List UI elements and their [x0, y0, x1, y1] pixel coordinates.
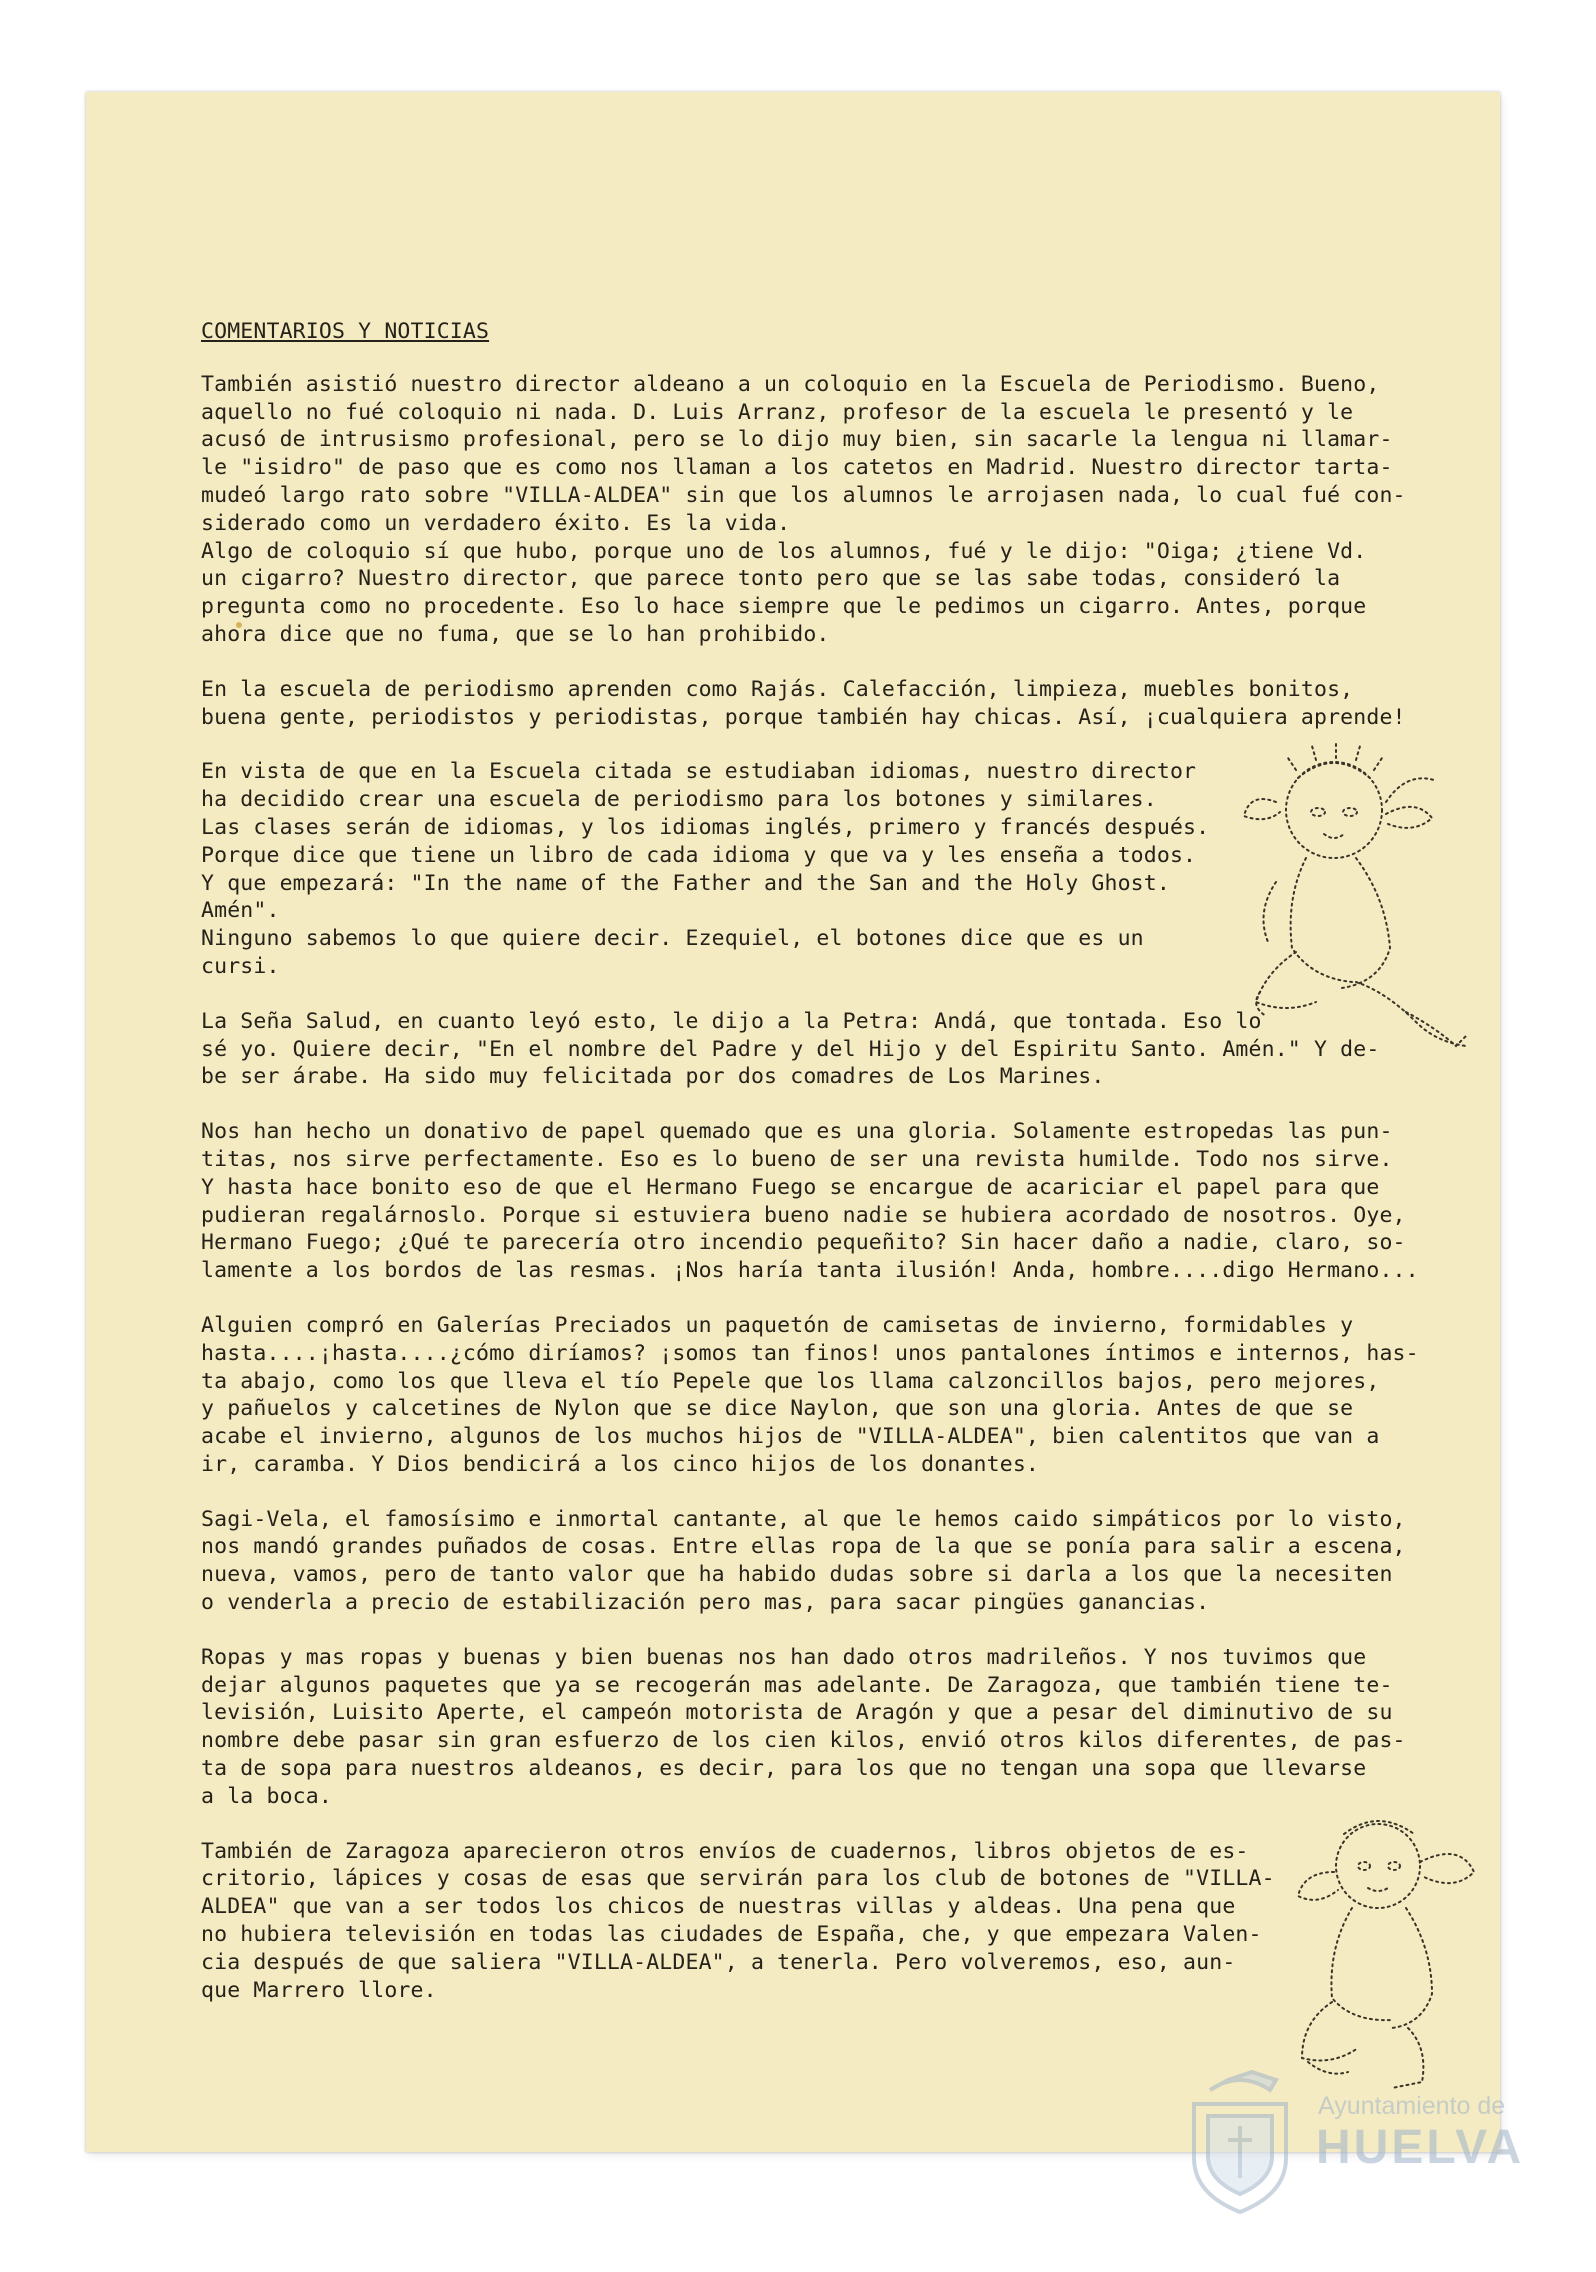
paper-sheet — [86, 92, 1500, 2152]
paragraph: También de Zaragoza aparecieron otros envíos de cuadernos, libros objetos de es- critorio, lápices y cosas de esas que servirán para los club de botones de "VILLA- ALDEA" que van a ser todos los chicos de nuestras villas y aldeas. Una pena que no hubiera televisión en todas las ciudades de España, che, y que empezara Valen- cia después de que saliera "VILLA-ALDEA", a tenerla. Pero volveremos, eso, aun- que Marrero llore. — [201, 1838, 1275, 2003]
paragraph: Sagi-Vela, el famosísimo e inmortal cantante, al que le hemos caido simpáticos por lo visto, nos mandó grandes puñados de cosas. Entre ellas ropa de la que se ponía para salir a escena, nueva, vamos, pero de tanto valor que ha habido dudas sobre si darla a los que la necesiten o venderla a precio de estabilización pero mas, para sacar pingües ganancias. — [201, 1506, 1406, 1616]
typed-document — [201, 318, 1491, 2004]
watermark-line-1: Ayuntamiento de — [1318, 2092, 1506, 2120]
paragraph: En vista de que en la Escuela citada se estudiaban idiomas, nuestro director ha decidido crear una escuela de periodismo para los botones y similares. Las clases serán de idiomas, y los idiomas inglés, primero y francés después. Porque dice que tiene un libro de cada idioma y que va y les enseña a todos. Y que empezará: "In the name of the Father and the San and the Holy Ghost. Amén". Ninguno sabemos lo que quiere decir. Ezequiel, el botones dice que es un cursi. — [201, 759, 1210, 979]
watermark-line-2: HUELVA — [1316, 2121, 1525, 2174]
coat-of-arms-icon — [1180, 2070, 1300, 2220]
paragraph: También asistió nuestro director aldeano a un coloquio en la Escuela de Periodismo. Bueno, aquello no fué coloquio ni nada. D. Luis Arranz, profesor de la escuela le presentó y le acusó de intrusismo profesional, pero se lo dijo muy bien, sin sacarle la lengua ni llamar- le "isidro" de paso que es como nos llaman a los catetos en Madrid. Nuestro director tarta- mudeó largo rato sobre "VILLA-ALDEA" sin que los alumnos le arrojasen nada, lo cual fué con- siderado como un verdadero éxito. Es la vida. Algo de coloquio sí que hubo, porque uno de los alumnos, fué y le dijo: "Oiga; ¿tiene Vd. un cigarro? Nuestro director, que parece tonto pero que se las sabe todas, consideró la pregunta como no procedente. Eso lo hace siempre que le pedimos un cigarro. Antes, porque ahora dice que no fuma, que se lo han prohibido. — [201, 371, 1406, 647]
paragraph: Nos han hecho un donativo de papel quemado que es una gloria. Solamente estropedas las pun- titas, nos sirve perfectamente. Eso es lo bueno de ser una revista humilde. Todo nos sirve. Y hasta hace bonito eso de que el Hermano Fuego se encargue de acariciar el papel para que pudieran regalárnoslo. Porque si estuviera bueno nadie se hubiera acordado de nosotros. Oye, Hermano Fuego; ¿Qué te parecería otro incendio pequeñito? Sin hacer daño a nadie, claro, so- lamente a los bordos de las resmas. ¡Nos haría tanta ilusión! Anda, hombre....digo Hermano... — [201, 1119, 1419, 1284]
paragraph: En la escuela de periodismo aprenden como Rajás. Calefacción, limpieza, muebles bonitos, buena gente, periodistos y periodistas, porque también hay chicas. Así, ¡cualquiera aprende! — [201, 676, 1406, 730]
document-heading: COMENTARIOS Y NOTICIAS — [201, 319, 490, 344]
cherub-illustration-icon — [1236, 732, 1486, 1132]
paragraph: Ropas y mas ropas y buenas y bien buenas nos han dado otros madrileños. Y nos tuvimos que dejar algunos paquetes que ya se recogerán mas adelante. De Zaragoza, que también tiene te- levisión, Luisito Aperte, el campeón motorista de Aragón y que a pesar del diminutivo de su nombre debe pasar sin gran esfuerzo de los cien kilos, envió otros kilos diferentes, de pas- ta de sopa para nuestros aldeanos, es decir, para los que no tengan una sopa que llevarse a la boca. — [201, 1644, 1406, 1809]
paragraph: Alguien compró en Galerías Preciados un paquetón de camisetas de invierno, formidables y hasta....¡hasta....¿cómo diríamos? ¡somos tan finos! unos pantalones íntimos e internos, has- ta abajo, como los que lleva el tío Pepele que los llama calzoncillos bajos, pero mejores, y pañuelos y calcetines de Nylon que se dice Naylon, que son una gloria. Antes de que se acabe el invierno, algunos de los muchos hijos de "VILLA-ALDEA", bien calentitos que van a ir, caramba. Y Dios bendicirá a los cinco hijos de los donantes. — [201, 1312, 1419, 1477]
paragraph: La Seña Salud, en cuanto leyó esto, le dijo a la Petra: Andá, que tontada. Eso lo sé yo. Quiere decir, "En el nombre del Padre y del Hijo y del Espiritu Santo. Amén." Y de- be ser árabe. Ha sido muy felicitada por dos comadres de Los Marines. — [201, 1008, 1380, 1090]
watermark — [1180, 2070, 1540, 2220]
